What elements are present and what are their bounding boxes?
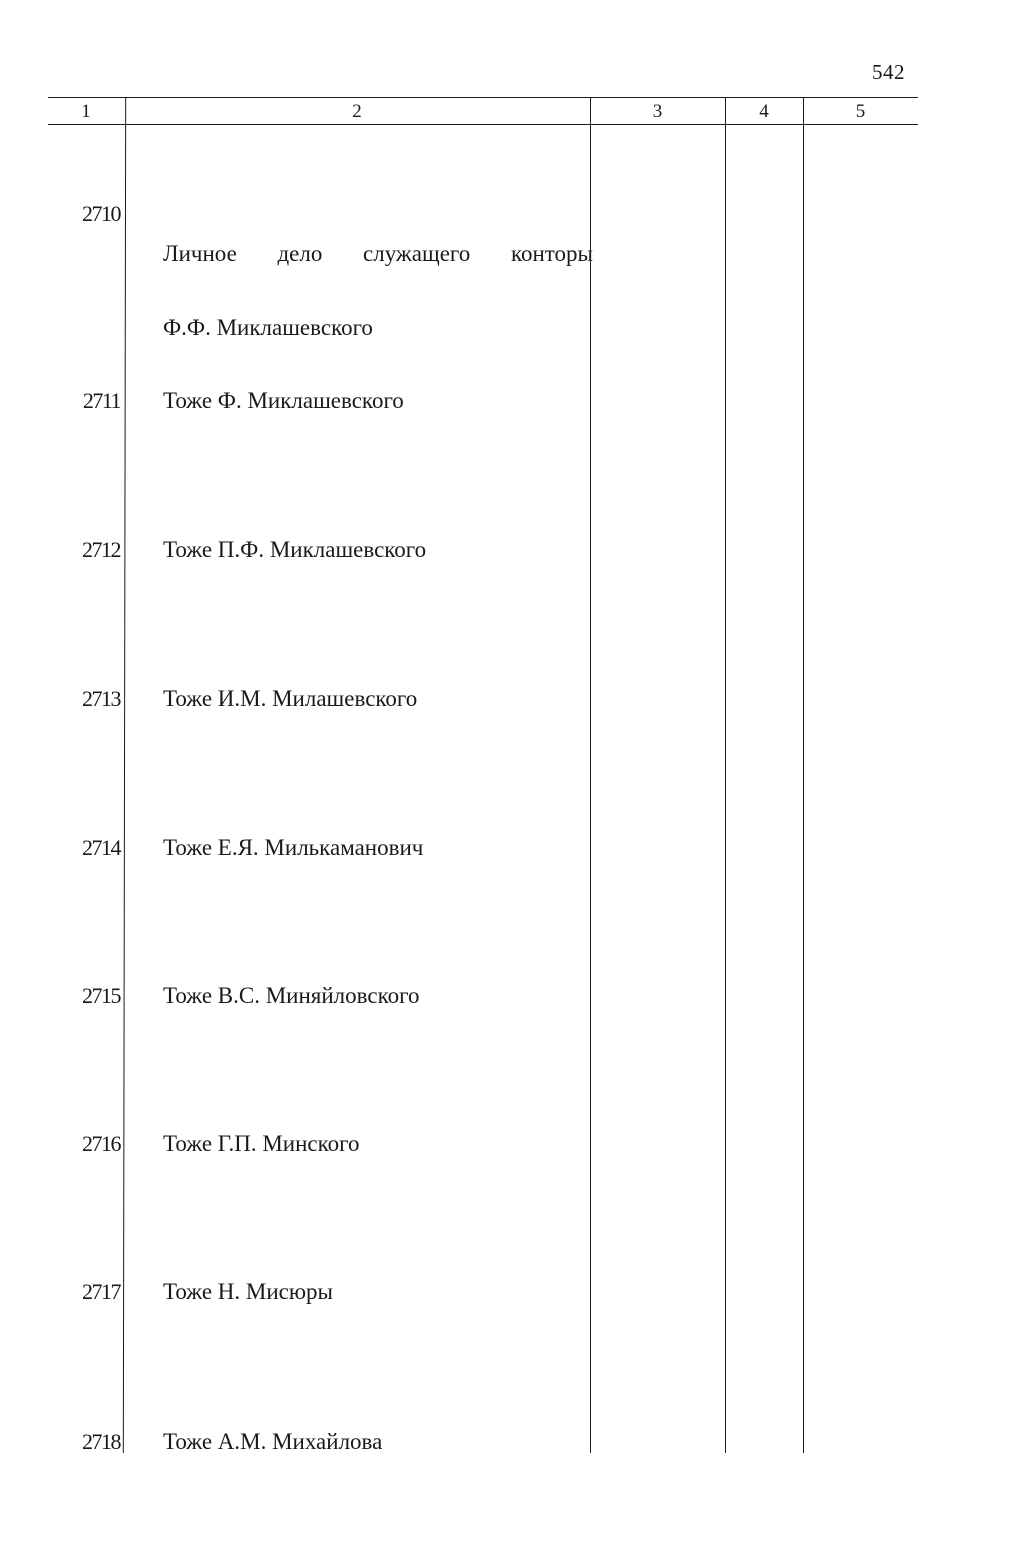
table-top-rule bbox=[48, 97, 918, 98]
row-title: Тоже А.М. Михайлова bbox=[163, 1429, 383, 1454]
row-number: 2713 bbox=[82, 686, 120, 711]
row-number: 2710 bbox=[82, 201, 120, 226]
row-title: Тоже Н. Мисюры bbox=[163, 1279, 334, 1304]
column-divider-1 bbox=[123, 97, 126, 1453]
row-title: Тоже П.Ф. Миклашевского bbox=[163, 537, 427, 562]
row-number: 2711 bbox=[82, 388, 120, 413]
row-title-line-2: Ф.Ф. Миклашевского bbox=[163, 315, 373, 340]
column-header-5: 5 bbox=[855, 101, 866, 122]
row-number: 2716 bbox=[82, 1131, 120, 1156]
column-header-2: 2 bbox=[352, 101, 362, 122]
column-divider-4 bbox=[803, 97, 804, 1453]
row-title: Тоже Е.Я. Милькаманович bbox=[163, 835, 424, 860]
row-title: Тоже Г.П. Минского bbox=[163, 1131, 360, 1156]
column-divider-3 bbox=[725, 97, 726, 1453]
row-title: Тоже И.М. Милашевского bbox=[163, 686, 418, 711]
column-header-4: 4 bbox=[759, 101, 769, 122]
row-number: 2712 bbox=[82, 537, 120, 562]
row-title bbox=[163, 198, 593, 383]
page-number: 542 bbox=[872, 60, 905, 84]
row-number: 2718 bbox=[82, 1429, 120, 1454]
column-header-3: 3 bbox=[652, 101, 663, 122]
column-header-1: 1 bbox=[81, 101, 91, 122]
row-number: 2714 bbox=[82, 835, 120, 860]
row-number: 2717 bbox=[82, 1279, 120, 1304]
row-title-line-1: Личное дело служащего конторы bbox=[163, 241, 593, 266]
table-header-rule bbox=[48, 124, 918, 125]
row-title: Тоже В.С. Миняйловского bbox=[163, 983, 420, 1008]
row-title: Тоже Ф. Миклашевского bbox=[163, 388, 404, 413]
row-number: 2715 bbox=[82, 983, 120, 1008]
